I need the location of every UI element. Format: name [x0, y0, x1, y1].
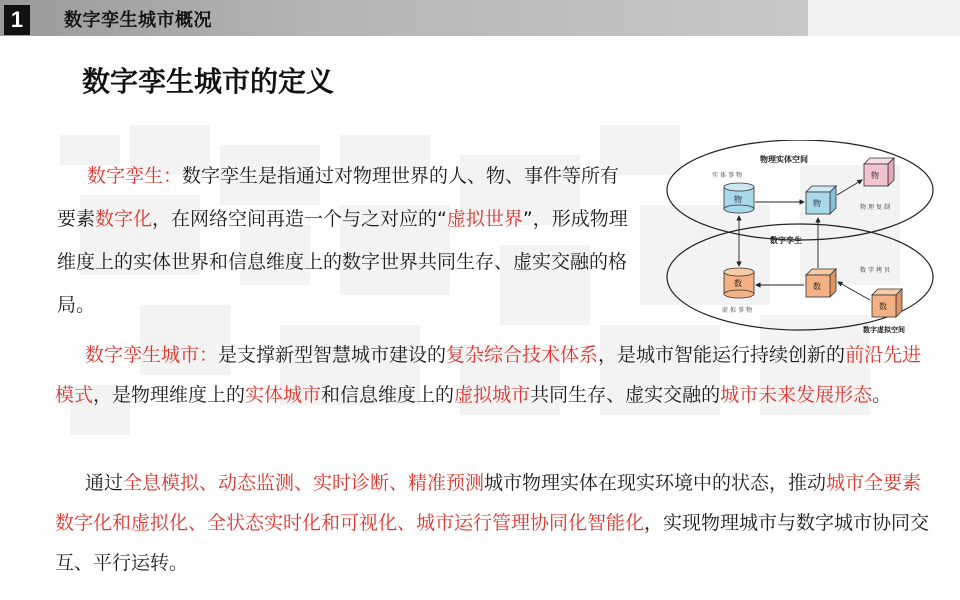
section-number: 1 — [4, 5, 30, 35]
text: ，在网络空间再造一个与之对应的“ — [152, 208, 447, 230]
digital-node-label: 数 — [879, 302, 887, 311]
digital-copy-label: 数字拷贝 — [860, 267, 893, 274]
term-tech-system: 复杂综合技术体系 — [446, 344, 599, 366]
text: ，是城市智能运行持续创新的 — [598, 344, 846, 366]
term-frontier-mode: 前沿先进模式 — [55, 344, 922, 406]
virtual-entity-label: 虚拟事物 — [722, 307, 755, 314]
text: 。 — [872, 384, 892, 406]
digital-object-cube — [872, 289, 902, 317]
text: 共同生存、虚实交融的 — [530, 384, 721, 406]
physical-node-label: 物 — [734, 195, 742, 204]
term-digital-twin: 数字孪生： — [87, 165, 183, 187]
paragraph-implementation — [55, 463, 930, 583]
entity-label: 实体事物 — [712, 172, 745, 179]
paragraph-digital-twin-city — [55, 335, 930, 415]
text: 和信息维度上的 — [321, 384, 455, 406]
digital-twin-diagram — [660, 140, 940, 340]
term-methods: 全息模拟、动态监测、实时诊断、精准预测 — [123, 472, 485, 494]
section-title: 数字孪生城市概况 — [64, 10, 212, 31]
digital-node-label: 数 — [734, 279, 742, 288]
header-right-panel — [808, 0, 960, 36]
term-digital-twin-city: 数字孪生城市： — [85, 344, 219, 366]
page-title: 数字孪生城市的定义 — [82, 65, 335, 98]
physical-copy-cube — [806, 186, 836, 214]
term-goals: 城市全要素数字化和虚拟化、全状态实时化和可视化、城市运行管理协同化智能化 — [55, 472, 922, 534]
paragraph-digital-twin — [57, 155, 637, 327]
physical-space-label: 物理实体空间 — [760, 155, 808, 164]
term-virtual-city: 虚拟城市 — [454, 384, 531, 406]
term-virtual-world: 虚拟世界 — [446, 208, 523, 230]
arrow-object-to-copy — [838, 282, 870, 300]
text: 通过 — [85, 472, 124, 494]
arrow-copy-to-object — [837, 180, 862, 195]
text: 是支撑新型智慧城市建设的 — [218, 344, 447, 366]
text: ，实现物理城市与数字城市协同交互、平行运转。 — [55, 512, 930, 574]
physical-node-label: 物 — [813, 199, 821, 208]
physical-node-label: 物 — [871, 171, 879, 180]
physical-object-cube — [864, 158, 894, 186]
text: ，是物理维度上的 — [93, 384, 246, 406]
physical-entity-cylinder — [724, 183, 754, 213]
text: ”，形成物理维度上的实体世界和信息维度上的数字世界共同生存、虚实交融的格局。 — [57, 208, 628, 316]
digital-node-label: 数 — [813, 282, 821, 291]
virtual-entity-cylinder — [724, 268, 754, 298]
term-physical-city: 实体城市 — [245, 384, 322, 406]
text: 城市物理实体在现实环境中的状态，推动 — [484, 472, 827, 494]
virtual-space-label: 数字虚拟空间 — [863, 326, 905, 334]
physical-copy-label: 物理复制 — [860, 204, 893, 211]
twin-label: 数字孪生 — [770, 236, 802, 245]
term-future-form: 城市未来发展形态 — [720, 384, 873, 406]
term-digitization: 数字化 — [95, 208, 153, 230]
text: 数字孪生是指通过对物理世界的人、物、事件等所有要素 — [57, 165, 620, 230]
digital-copy-cube — [806, 269, 836, 297]
